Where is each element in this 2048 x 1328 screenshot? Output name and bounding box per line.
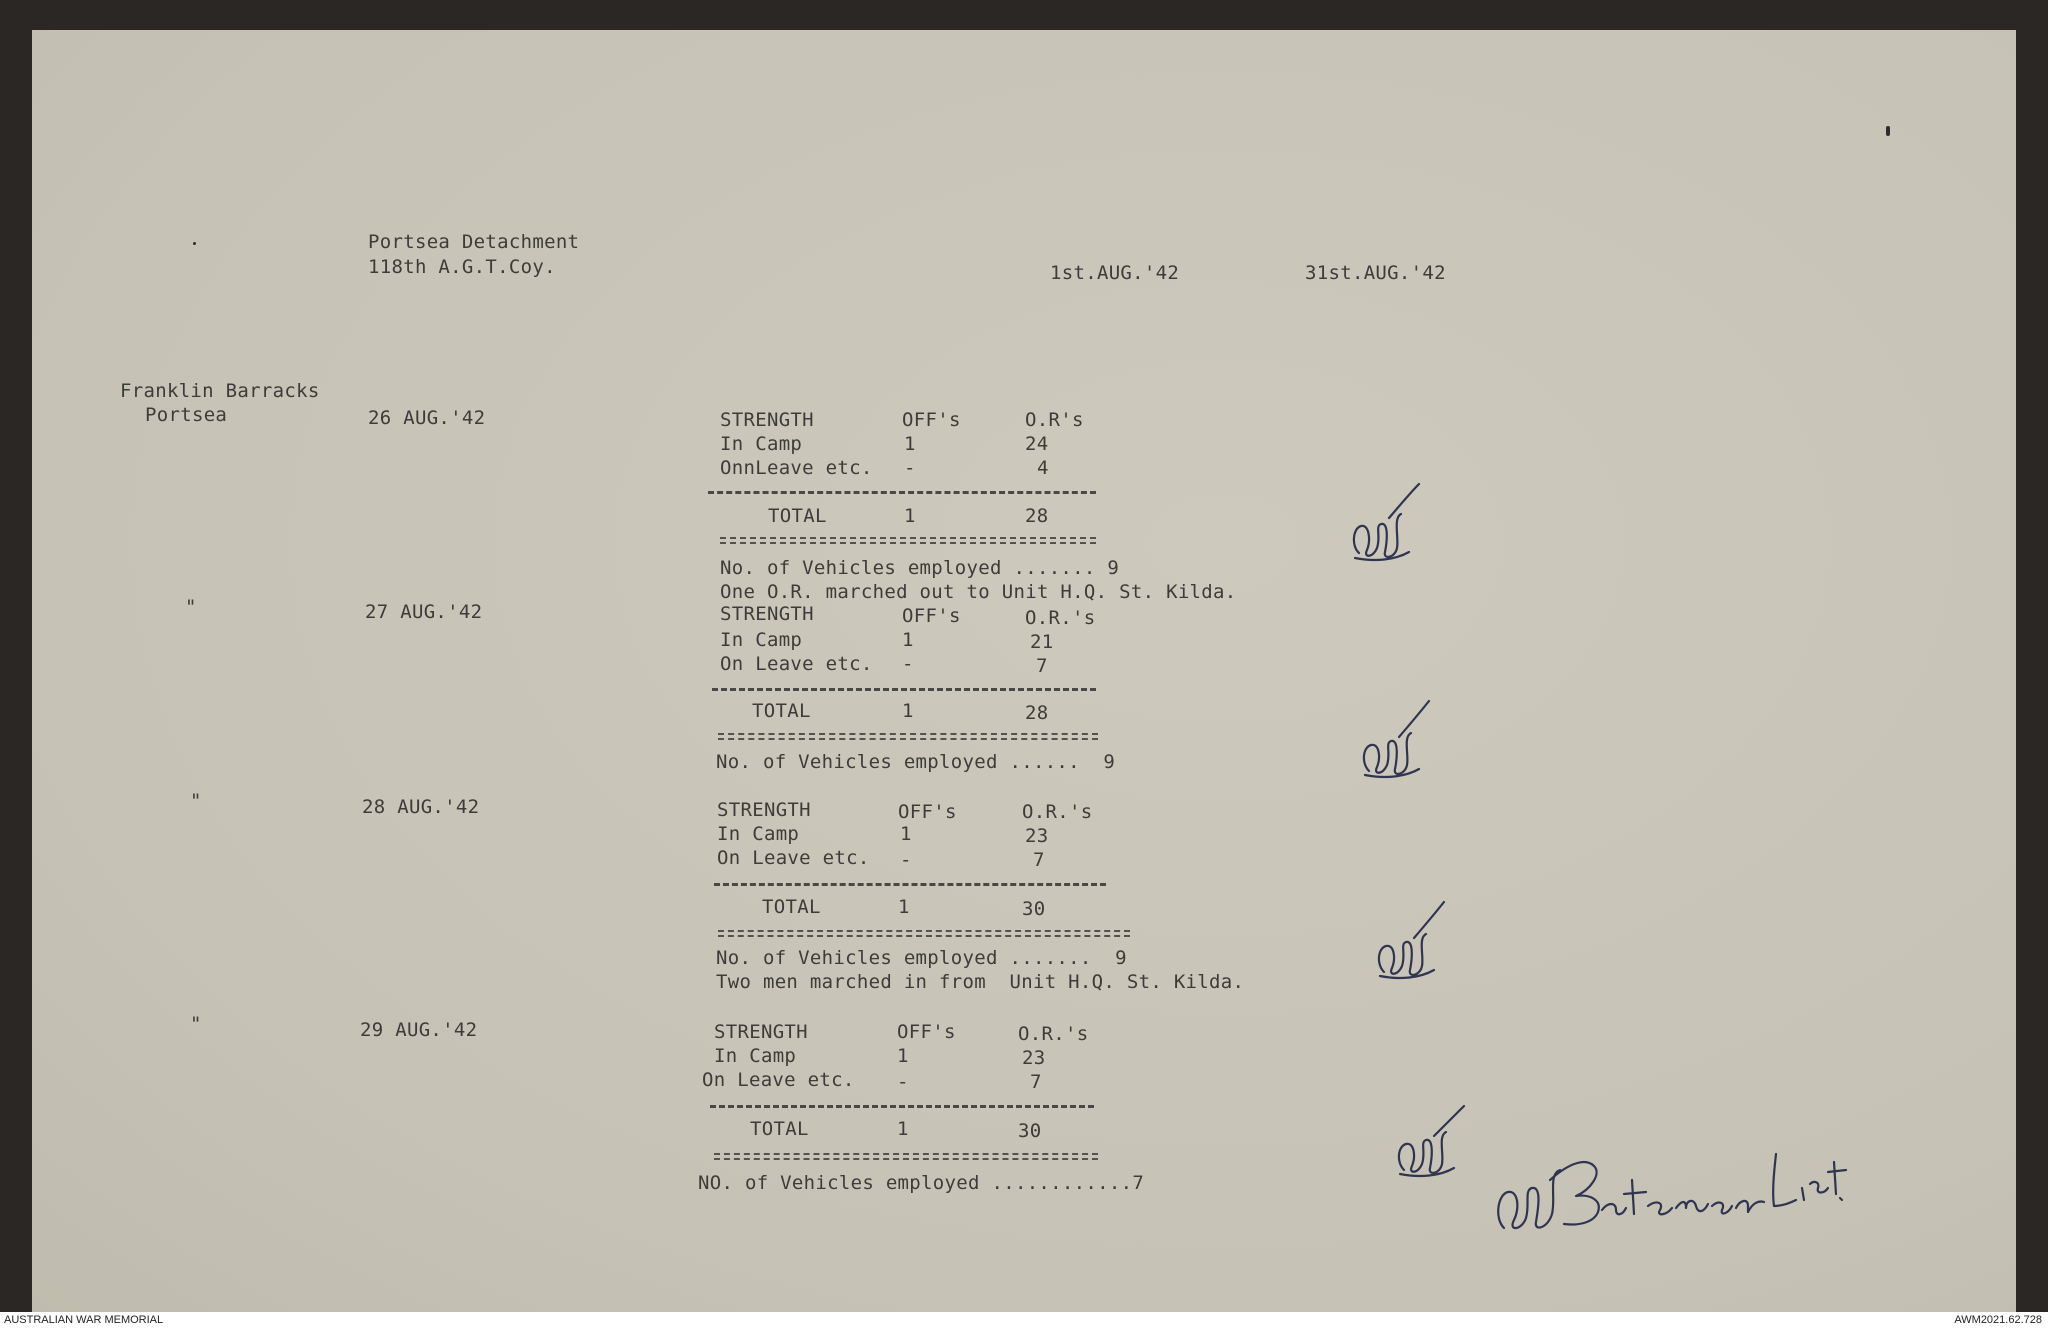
on-leave-or: 4 bbox=[1037, 457, 1049, 479]
vehicles-employed: No. of Vehicles employed ...... 9 bbox=[716, 751, 1116, 773]
on-leave-or: 7 bbox=[1030, 1071, 1042, 1093]
on-leave-off: - bbox=[897, 1071, 909, 1093]
strength-label: STRENGTH bbox=[714, 1021, 808, 1043]
or-header: O.R.'s bbox=[1025, 607, 1096, 629]
date-to: 31st.AUG.'42 bbox=[1305, 262, 1446, 284]
on-leave-label: On Leave etc. bbox=[720, 653, 873, 675]
strength-label: STRENGTH bbox=[720, 603, 814, 625]
in-camp-off: 1 bbox=[897, 1045, 909, 1067]
in-camp-or: 23 bbox=[1022, 1047, 1046, 1069]
or-header: O.R.'s bbox=[1022, 801, 1093, 823]
total-or: 28 bbox=[1025, 505, 1049, 527]
off-header: OFF's bbox=[897, 1021, 956, 1043]
ink-speck bbox=[1886, 126, 1890, 136]
separator-line bbox=[712, 688, 1096, 691]
archive-reference: AWM2021.62.728 bbox=[1954, 1314, 2042, 1326]
unit-name-line1: Portsea Detachment bbox=[368, 231, 580, 253]
total-off: 1 bbox=[897, 1118, 909, 1140]
entry-note: Two men marched in from Unit H.Q. St. Kilda. bbox=[716, 971, 1245, 993]
total-or: 30 bbox=[1018, 1120, 1042, 1142]
on-leave-off: - bbox=[900, 849, 912, 871]
in-camp-off: 1 bbox=[904, 433, 916, 455]
location-line1: Franklin Barracks bbox=[120, 380, 320, 402]
ink-speck bbox=[193, 242, 196, 245]
on-leave-label: On Leave etc. bbox=[702, 1069, 855, 1091]
total-label: TOTAL bbox=[762, 896, 821, 918]
double-rule bbox=[718, 733, 1098, 740]
separator-line bbox=[710, 1105, 1094, 1108]
in-camp-or: 23 bbox=[1025, 825, 1049, 847]
total-off: 1 bbox=[902, 700, 914, 722]
entry-date: 27 AUG.'42 bbox=[365, 601, 483, 623]
or-header: O.R.'s bbox=[1018, 1023, 1089, 1045]
date-from: 1st.AUG.'42 bbox=[1050, 262, 1180, 284]
archive-credit: AUSTRALIAN WAR MEMORIAL bbox=[4, 1314, 164, 1326]
on-leave-or: 7 bbox=[1033, 849, 1045, 871]
total-off: 1 bbox=[904, 505, 916, 527]
initials-mark-2 bbox=[1355, 695, 1435, 785]
entry-date: 29 AUG.'42 bbox=[360, 1019, 478, 1041]
strength-label: STRENGTH bbox=[717, 799, 811, 821]
double-rule bbox=[714, 1153, 1098, 1160]
in-camp-or: 24 bbox=[1025, 433, 1049, 455]
in-camp-label: In Camp bbox=[717, 823, 800, 845]
location-line2: Portsea bbox=[145, 404, 228, 426]
ditto-mark: " bbox=[185, 596, 197, 618]
vehicles-employed: No. of Vehicles employed ....... 9 bbox=[716, 947, 1127, 969]
separator-line bbox=[708, 491, 1096, 494]
on-leave-off: - bbox=[904, 457, 916, 479]
entry-date: 28 AUG.'42 bbox=[362, 796, 480, 818]
total-label: TOTAL bbox=[750, 1118, 809, 1140]
double-rule bbox=[720, 537, 1096, 544]
vehicles-employed: No. of Vehicles employed ....... 9 bbox=[720, 557, 1120, 579]
or-header: O.R's bbox=[1025, 409, 1084, 431]
ditto-mark: " bbox=[190, 790, 202, 812]
total-off: 1 bbox=[898, 896, 910, 918]
on-leave-label: OnnLeave etc. bbox=[720, 457, 873, 479]
off-header: OFF's bbox=[902, 409, 961, 431]
in-camp-off: 1 bbox=[900, 823, 912, 845]
in-camp-label: In Camp bbox=[720, 433, 803, 455]
in-camp-or: 21 bbox=[1030, 631, 1054, 653]
total-label: TOTAL bbox=[768, 505, 827, 527]
vehicles-employed: NO. of Vehicles employed ............7 bbox=[698, 1172, 1145, 1194]
ditto-mark: " bbox=[190, 1013, 202, 1035]
in-camp-off: 1 bbox=[902, 629, 914, 651]
initials-mark-4 bbox=[1392, 1100, 1472, 1180]
total-or: 30 bbox=[1022, 898, 1046, 920]
on-leave-label: On Leave etc. bbox=[717, 847, 870, 869]
off-header: OFF's bbox=[898, 801, 957, 823]
in-camp-label: In Camp bbox=[720, 629, 803, 651]
strength-label: STRENGTH bbox=[720, 409, 814, 431]
entry-date: 26 AUG.'42 bbox=[368, 407, 486, 429]
off-header: OFF's bbox=[902, 605, 961, 627]
separator-line bbox=[714, 883, 1106, 886]
total-label: TOTAL bbox=[752, 700, 811, 722]
double-rule bbox=[718, 930, 1130, 937]
unit-name-line2: 118th A.G.T.Coy. bbox=[368, 256, 556, 278]
initials-mark-1 bbox=[1345, 478, 1425, 568]
officer-signature bbox=[1490, 1110, 1850, 1240]
initials-mark-3 bbox=[1370, 896, 1450, 986]
on-leave-off: - bbox=[902, 653, 914, 675]
entry-note: One O.R. marched out to Unit H.Q. St. Kilda. bbox=[720, 581, 1237, 603]
in-camp-label: In Camp bbox=[714, 1045, 797, 1067]
on-leave-or: 7 bbox=[1036, 655, 1048, 677]
total-or: 28 bbox=[1025, 702, 1049, 724]
